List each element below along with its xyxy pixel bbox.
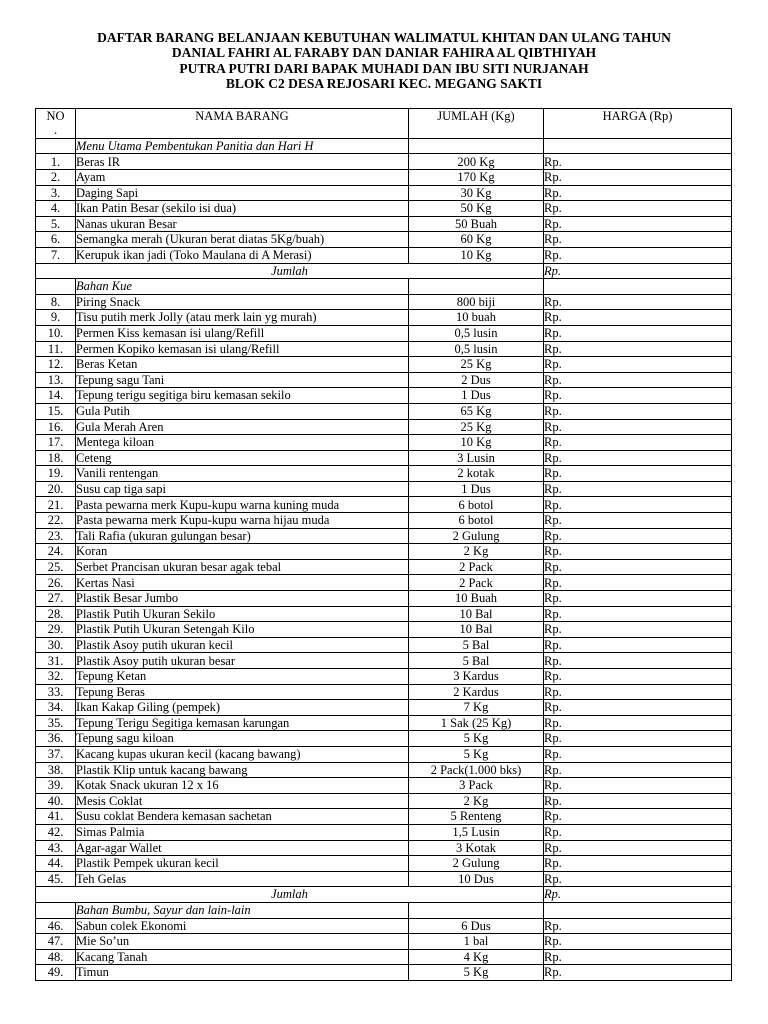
table-row xyxy=(36,715,732,731)
total-price: Rp. xyxy=(544,263,732,279)
table-row xyxy=(36,232,732,248)
item-price: Rp. xyxy=(544,637,732,653)
item-name: Permen Kopiko kemasan isi ulang/Refill xyxy=(76,341,409,357)
item-price: Rp. xyxy=(544,310,732,326)
item-quantity: 50 Buah xyxy=(409,216,544,232)
item-name: Mesis Coklat xyxy=(76,793,409,809)
item-number: 13. xyxy=(36,372,76,388)
item-quantity: 3 Lusin xyxy=(409,450,544,466)
section-header-row xyxy=(36,902,732,918)
item-price: Rp. xyxy=(544,918,732,934)
item-number: 24. xyxy=(36,544,76,560)
item-quantity: 2 Pack xyxy=(409,559,544,575)
item-quantity: 2 Gulung xyxy=(409,856,544,872)
table-row xyxy=(36,965,732,981)
item-quantity: 1,5 Lusin xyxy=(409,824,544,840)
item-price: Rp. xyxy=(544,357,732,373)
item-number: 26. xyxy=(36,575,76,591)
item-name: Susu coklat Bendera kemasan sachetan xyxy=(76,809,409,825)
table-row xyxy=(36,575,732,591)
item-quantity: 1 bal xyxy=(409,934,544,950)
table-row xyxy=(36,325,732,341)
table-row xyxy=(36,824,732,840)
item-quantity: 10 Kg xyxy=(409,435,544,451)
shopping-list-table xyxy=(35,108,732,981)
total-label: Jumlah xyxy=(36,263,544,279)
item-name: Ikan Patin Besar (sekilo isi dua) xyxy=(76,201,409,217)
column-header-quantity: JUMLAH (Kg) xyxy=(409,109,544,139)
item-price: Rp. xyxy=(544,840,732,856)
table-row xyxy=(36,856,732,872)
item-quantity: 1 Dus xyxy=(409,481,544,497)
table-row xyxy=(36,310,732,326)
item-price: Rp. xyxy=(544,669,732,685)
table-row xyxy=(36,606,732,622)
item-quantity: 2 Kg xyxy=(409,793,544,809)
item-price: Rp. xyxy=(544,949,732,965)
item-name: Susu cap tiga sapi xyxy=(76,481,409,497)
item-price: Rp. xyxy=(544,513,732,529)
document-title xyxy=(0,30,768,92)
table-row xyxy=(36,388,732,404)
item-number: 22. xyxy=(36,513,76,529)
item-number: 28. xyxy=(36,606,76,622)
item-quantity: 5 Bal xyxy=(409,653,544,669)
item-quantity: 0,5 lusin xyxy=(409,325,544,341)
item-name: Mentega kiloan xyxy=(76,435,409,451)
item-price: Rp. xyxy=(544,294,732,310)
total-price: Rp. xyxy=(544,887,732,903)
item-quantity: 0,5 lusin xyxy=(409,341,544,357)
item-quantity: 2 Pack xyxy=(409,575,544,591)
item-quantity: 2 Kardus xyxy=(409,684,544,700)
table-row xyxy=(36,450,732,466)
item-price: Rp. xyxy=(544,247,732,263)
table-row xyxy=(36,357,732,373)
item-quantity: 10 Bal xyxy=(409,606,544,622)
item-number: 11. xyxy=(36,341,76,357)
table-row xyxy=(36,591,732,607)
item-price: Rp. xyxy=(544,372,732,388)
item-name: Plastik Pempek ukuran kecil xyxy=(76,856,409,872)
column-header-name: NAMA BARANG xyxy=(76,109,409,139)
table-row xyxy=(36,247,732,263)
item-number: 16. xyxy=(36,419,76,435)
item-quantity: 200 Kg xyxy=(409,154,544,170)
item-name: Pasta pewarna merk Kupu-kupu warna hijau muda xyxy=(76,513,409,529)
item-quantity: 5 Kg xyxy=(409,731,544,747)
table-row xyxy=(36,731,732,747)
item-name: Teh Gelas xyxy=(76,871,409,887)
item-name: Plastik Asoy putih ukuran besar xyxy=(76,653,409,669)
item-name: Tepung Beras xyxy=(76,684,409,700)
table-row xyxy=(36,793,732,809)
item-number: 3. xyxy=(36,185,76,201)
item-price: Rp. xyxy=(544,341,732,357)
item-quantity: 2 Kg xyxy=(409,544,544,560)
table-row xyxy=(36,778,732,794)
item-quantity: 10 Buah xyxy=(409,591,544,607)
item-name: Tepung terigu segitiga biru kemasan sekilo xyxy=(76,388,409,404)
table-row xyxy=(36,294,732,310)
item-price: Rp. xyxy=(544,856,732,872)
item-name: Semangka merah (Ukuran berat diatas 5Kg/buah) xyxy=(76,232,409,248)
item-quantity: 5 Kg xyxy=(409,746,544,762)
item-number: 48. xyxy=(36,949,76,965)
item-quantity: 60 Kg xyxy=(409,232,544,248)
item-number: 5. xyxy=(36,216,76,232)
item-quantity: 4 Kg xyxy=(409,949,544,965)
item-quantity: 800 biji xyxy=(409,294,544,310)
item-number: 45. xyxy=(36,871,76,887)
item-price: Rp. xyxy=(544,778,732,794)
item-number: 7. xyxy=(36,247,76,263)
item-number: 21. xyxy=(36,497,76,513)
item-number: 49. xyxy=(36,965,76,981)
total-row xyxy=(36,887,732,903)
item-quantity: 2 kotak xyxy=(409,466,544,482)
item-price: Rp. xyxy=(544,450,732,466)
table-row xyxy=(36,669,732,685)
table-row xyxy=(36,684,732,700)
item-name: Plastik Putih Ukuran Setengah Kilo xyxy=(76,622,409,638)
item-number: 10. xyxy=(36,325,76,341)
section-empty-cell xyxy=(544,138,732,154)
item-price: Rp. xyxy=(544,201,732,217)
item-price: Rp. xyxy=(544,871,732,887)
item-name: Timun xyxy=(76,965,409,981)
item-name: Tepung sagu Tani xyxy=(76,372,409,388)
section-empty-cell xyxy=(409,279,544,295)
table-row xyxy=(36,809,732,825)
item-quantity: 10 Kg xyxy=(409,247,544,263)
item-number: 18. xyxy=(36,450,76,466)
item-price: Rp. xyxy=(544,481,732,497)
item-quantity: 2 Gulung xyxy=(409,528,544,544)
column-header-price: HARGA (Rp) xyxy=(544,109,732,139)
item-name: Plastik Klip untuk kacang bawang xyxy=(76,762,409,778)
section-empty-cell xyxy=(409,138,544,154)
item-number: 12. xyxy=(36,357,76,373)
table-row xyxy=(36,216,732,232)
section-header-row xyxy=(36,279,732,295)
item-price: Rp. xyxy=(544,622,732,638)
table-row xyxy=(36,762,732,778)
item-number: 35. xyxy=(36,715,76,731)
item-price: Rp. xyxy=(544,435,732,451)
item-number: 36. xyxy=(36,731,76,747)
item-quantity: 65 Kg xyxy=(409,403,544,419)
item-number: 31. xyxy=(36,653,76,669)
item-quantity: 5 Renteng xyxy=(409,809,544,825)
item-number: 41. xyxy=(36,809,76,825)
item-quantity: 1 Dus xyxy=(409,388,544,404)
table-row xyxy=(36,559,732,575)
table-row xyxy=(36,746,732,762)
item-quantity: 5 Kg xyxy=(409,965,544,981)
item-price: Rp. xyxy=(544,653,732,669)
item-quantity: 170 Kg xyxy=(409,170,544,186)
item-quantity: 7 Kg xyxy=(409,700,544,716)
item-number: 33. xyxy=(36,684,76,700)
item-number: 4. xyxy=(36,201,76,217)
item-name: Permen Kiss kemasan isi ulang/Refill xyxy=(76,325,409,341)
item-number: 25. xyxy=(36,559,76,575)
table-row xyxy=(36,403,732,419)
item-name: Tisu putih merk Jolly (atau merk lain yg murah) xyxy=(76,310,409,326)
section-empty-cell xyxy=(36,138,76,154)
item-price: Rp. xyxy=(544,403,732,419)
section-empty-cell xyxy=(36,279,76,295)
item-price: Rp. xyxy=(544,824,732,840)
item-number: 44. xyxy=(36,856,76,872)
item-number: 17. xyxy=(36,435,76,451)
item-quantity: 10 Bal xyxy=(409,622,544,638)
item-number: 29. xyxy=(36,622,76,638)
item-number: 38. xyxy=(36,762,76,778)
item-price: Rp. xyxy=(544,544,732,560)
item-name: Ayam xyxy=(76,170,409,186)
table-row xyxy=(36,372,732,388)
item-price: Rp. xyxy=(544,793,732,809)
item-price: Rp. xyxy=(544,388,732,404)
item-price: Rp. xyxy=(544,497,732,513)
item-name: Tepung sagu kiloan xyxy=(76,731,409,747)
item-number: 19. xyxy=(36,466,76,482)
item-price: Rp. xyxy=(544,325,732,341)
item-number: 32. xyxy=(36,669,76,685)
item-price: Rp. xyxy=(544,528,732,544)
item-quantity: 3 Pack xyxy=(409,778,544,794)
item-name: Piring Snack xyxy=(76,294,409,310)
item-name: Plastik Putih Ukuran Sekilo xyxy=(76,606,409,622)
item-name: Sabun colek Ekonomi xyxy=(76,918,409,934)
item-quantity: 6 botol xyxy=(409,497,544,513)
item-price: Rp. xyxy=(544,232,732,248)
item-number: 14. xyxy=(36,388,76,404)
item-price: Rp. xyxy=(544,185,732,201)
item-number: 43. xyxy=(36,840,76,856)
item-name: Simas Palmia xyxy=(76,824,409,840)
section-empty-cell xyxy=(36,902,76,918)
item-number: 30. xyxy=(36,637,76,653)
table-row xyxy=(36,513,732,529)
column-header-no xyxy=(36,109,76,139)
item-name: Kacang kupas ukuran kecil (kacang bawang) xyxy=(76,746,409,762)
table-row xyxy=(36,871,732,887)
item-price: Rp. xyxy=(544,216,732,232)
item-name: Beras IR xyxy=(76,154,409,170)
item-quantity: 6 botol xyxy=(409,513,544,529)
item-price: Rp. xyxy=(544,762,732,778)
item-number: 20. xyxy=(36,481,76,497)
table-row xyxy=(36,341,732,357)
item-name: Koran xyxy=(76,544,409,560)
table-row xyxy=(36,544,732,560)
title-line: PUTRA PUTRI DARI BAPAK MUHADI DAN IBU SITI NURJANAH xyxy=(179,60,589,76)
table-row xyxy=(36,419,732,435)
table-row xyxy=(36,653,732,669)
item-number: 8. xyxy=(36,294,76,310)
section-header-row xyxy=(36,138,732,154)
item-name: Tepung Terigu Segitiga kemasan karungan xyxy=(76,715,409,731)
item-price: Rp. xyxy=(544,809,732,825)
table-row xyxy=(36,622,732,638)
item-number: 23. xyxy=(36,528,76,544)
item-number: 46. xyxy=(36,918,76,934)
item-number: 37. xyxy=(36,746,76,762)
item-quantity: 6 Dus xyxy=(409,918,544,934)
table-row xyxy=(36,918,732,934)
item-price: Rp. xyxy=(544,746,732,762)
section-title: Menu Utama Pembentukan Panitia dan Hari H xyxy=(76,138,409,154)
item-price: Rp. xyxy=(544,575,732,591)
item-quantity: 30 Kg xyxy=(409,185,544,201)
item-quantity: 10 buah xyxy=(409,310,544,326)
total-label: Jumlah xyxy=(36,887,544,903)
item-number: 42. xyxy=(36,824,76,840)
item-number: 40. xyxy=(36,793,76,809)
item-quantity: 25 Kg xyxy=(409,419,544,435)
title-line: DAFTAR BARANG BELANJAAN KEBUTUHAN WALIMATUL KHITAN DAN ULANG TAHUN xyxy=(97,30,671,45)
item-name: Kertas Nasi xyxy=(76,575,409,591)
item-number: 9. xyxy=(36,310,76,326)
item-price: Rp. xyxy=(544,419,732,435)
item-price: Rp. xyxy=(544,154,732,170)
table-row xyxy=(36,481,732,497)
item-price: Rp. xyxy=(544,559,732,575)
item-price: Rp. xyxy=(544,591,732,607)
total-row xyxy=(36,263,732,279)
item-quantity: 2 Dus xyxy=(409,372,544,388)
item-number: 15. xyxy=(36,403,76,419)
column-header-no-label: NO . xyxy=(46,109,65,138)
item-name: Agar-agar Wallet xyxy=(76,840,409,856)
item-number: 6. xyxy=(36,232,76,248)
item-name: Beras Ketan xyxy=(76,357,409,373)
item-quantity: 5 Bal xyxy=(409,637,544,653)
table-row xyxy=(36,934,732,950)
title-line: DANIAL FAHRI AL FARABY DAN DANIAR FAHIRA AL QIBTHIYAH xyxy=(171,45,597,61)
item-number: 39. xyxy=(36,778,76,794)
item-quantity: 25 Kg xyxy=(409,357,544,373)
item-number: 1. xyxy=(36,154,76,170)
item-name: Gula Merah Aren xyxy=(76,419,409,435)
section-title: Bahan Kue xyxy=(76,279,409,295)
item-price: Rp. xyxy=(544,715,732,731)
item-number: 27. xyxy=(36,591,76,607)
section-title: Bahan Bumbu, Sayur dan lain-lain xyxy=(76,902,409,918)
section-empty-cell xyxy=(409,902,544,918)
item-number: 34. xyxy=(36,700,76,716)
item-name: Tali Rafia (ukuran gulungan besar) xyxy=(76,528,409,544)
table-row xyxy=(36,466,732,482)
item-price: Rp. xyxy=(544,170,732,186)
item-price: Rp. xyxy=(544,965,732,981)
item-price: Rp. xyxy=(544,700,732,716)
title-line: BLOK C2 DESA REJOSARI KEC. MEGANG SAKTI xyxy=(225,76,543,92)
table-row xyxy=(36,497,732,513)
item-price: Rp. xyxy=(544,606,732,622)
item-name: Ceteng xyxy=(76,450,409,466)
item-price: Rp. xyxy=(544,731,732,747)
section-empty-cell xyxy=(544,902,732,918)
item-name: Kotak Snack ukuran 12 x 16 xyxy=(76,778,409,794)
item-name: Serbet Prancisan ukuran besar agak tebal xyxy=(76,559,409,575)
table-row xyxy=(36,170,732,186)
item-number: 2. xyxy=(36,170,76,186)
table-row xyxy=(36,949,732,965)
item-name: Pasta pewarna merk Kupu-kupu warna kuning muda xyxy=(76,497,409,513)
table-row xyxy=(36,154,732,170)
item-name: Vanili rentengan xyxy=(76,466,409,482)
item-name: Nanas ukuran Besar xyxy=(76,216,409,232)
item-price: Rp. xyxy=(544,466,732,482)
table-row xyxy=(36,528,732,544)
item-quantity: 3 Kotak xyxy=(409,840,544,856)
table-row xyxy=(36,201,732,217)
item-price: Rp. xyxy=(544,934,732,950)
table-body xyxy=(36,138,732,980)
item-name: Ikan Kakap Giling (pempek) xyxy=(76,700,409,716)
item-name: Plastik Besar Jumbo xyxy=(76,591,409,607)
item-quantity: 2 Pack(1.000 bks) xyxy=(409,762,544,778)
item-number: 47. xyxy=(36,934,76,950)
item-name: Plastik Asoy putih ukuran kecil xyxy=(76,637,409,653)
item-quantity: 1 Sak (25 Kg) xyxy=(409,715,544,731)
item-quantity: 50 Kg xyxy=(409,201,544,217)
table-row xyxy=(36,435,732,451)
item-name: Mie So’un xyxy=(76,934,409,950)
section-empty-cell xyxy=(544,279,732,295)
item-name: Kacang Tanah xyxy=(76,949,409,965)
item-quantity: 10 Dus xyxy=(409,871,544,887)
table-header-row xyxy=(36,109,732,139)
item-name: Daging Sapi xyxy=(76,185,409,201)
table-row xyxy=(36,185,732,201)
table-row xyxy=(36,840,732,856)
item-name: Tepung Ketan xyxy=(76,669,409,685)
item-price: Rp. xyxy=(544,684,732,700)
table-row xyxy=(36,700,732,716)
table-row xyxy=(36,637,732,653)
item-name: Kerupuk ikan jadi (Toko Maulana di A Merasi) xyxy=(76,247,409,263)
item-name: Gula Putih xyxy=(76,403,409,419)
item-quantity: 3 Kardus xyxy=(409,669,544,685)
